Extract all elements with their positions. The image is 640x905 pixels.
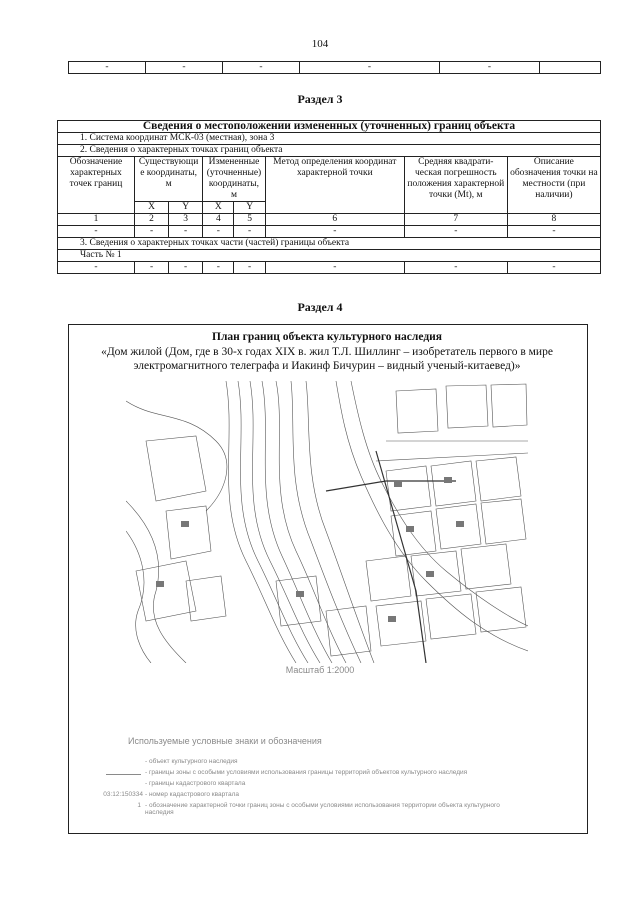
legend-item [80,791,580,802]
header-changed-coords: Измененные (уточненные) координаты, м [203,157,266,202]
table-row [58,214,601,226]
table-cell: - [507,262,600,274]
section-3-heading: Раздел 3 [297,92,343,106]
header-method: Метод определения координат характерной точки [265,157,404,214]
legend-item [80,802,580,816]
header-point-designation: Обозначение характерных точек границ [58,157,135,214]
legend-text: - номер кадастрового квартала [145,791,240,798]
legend-list [80,758,580,816]
table-cell [540,62,601,74]
column-number: 8 [507,214,600,226]
legend-symbol: 1 [137,802,141,809]
column-number: 7 [404,214,507,226]
table-title: Сведения о местоположении измененных (уточненных) границ объекта [58,121,601,133]
table-row [69,62,601,74]
column-number: 3 [169,214,203,226]
table-cell: - [58,226,135,238]
legend-item [80,769,580,780]
table-cell: - [223,62,300,74]
points-info-row: 2. Сведения о характерных точках границ объекта [58,145,601,157]
table-row [58,262,601,274]
sub-x: X [203,202,234,214]
table-cell: - [507,226,600,238]
legend-text: - обозначение характерной точки границ зоны с особыми условиями использования территории объекта культурного наследия [145,802,500,816]
legend-item [80,758,580,769]
table-cell: - [300,62,440,74]
table-cell: - [169,226,203,238]
table-cell: - [234,262,265,274]
table-cell: - [146,62,223,74]
table-cell: - [135,262,169,274]
column-number: 5 [234,214,265,226]
column-number: 4 [203,214,234,226]
boundary-points-table [57,120,601,274]
page-number: 104 [311,38,329,50]
legend-text: - границы зоны с особыми условиями использования границы территорий объектов культурного наследия [145,769,468,776]
plan-subtitle: «Дом жилой (Дом, где в 30-х годах XIX в. жил Т.Л. Шиллинг – изобретатель первого в мире электромагнитного телеграфа и Иакинф Бичурин – видный ученый-китаевед)» [101,346,553,372]
header-accuracy: Средняя квадрати-ческая погрешность положения характерной точки (Mt), м [404,157,507,214]
table-cell: - [404,226,507,238]
column-number: 1 [58,214,135,226]
legend-text: - границы кадастрового квартала [145,780,246,787]
table-cell: - [234,226,265,238]
legend-symbol [80,780,145,791]
header-existing-coords: Существующи е координаты, м [135,157,203,202]
zone-line-icon [106,774,141,775]
table-row [58,226,601,238]
legend-symbol [80,769,145,780]
column-number: 6 [265,214,404,226]
table-cell: - [69,62,146,74]
sub-x: X [135,202,169,214]
table-cell: - [169,262,203,274]
legend-symbol [80,758,145,769]
table-cell: - [404,262,507,274]
table-cell: - [265,226,404,238]
column-number: 2 [135,214,169,226]
table-cell: - [440,62,540,74]
legend-item [80,780,580,791]
legend-text: - объект культурного наследия [145,758,238,765]
table-cell: - [265,262,404,274]
table-cell: - [203,262,234,274]
cadastral-map [126,381,528,663]
table-cell: - [203,226,234,238]
legend-title: Используемые условные знаки и обозначения [128,736,322,746]
sub-y: Y [169,202,203,214]
header-description: Описание обозначения точки на местности (при наличии) [507,157,600,214]
part-label-row: Часть № 1 [58,250,601,262]
top-table [68,61,601,74]
table-cell: - [58,262,135,274]
section-4-heading: Раздел 4 [297,300,343,314]
table-cell: - [135,226,169,238]
legend-symbol: 03:12:150334 [103,791,143,798]
map-scale: Масштаб 1:2000 [285,665,355,675]
plan-title: План границ объекта культурного наследия [212,331,442,343]
coordinate-system-row: 1. Система координат МСК-03 (местная), зона 3 [58,133,601,145]
part-info-row: 3. Сведения о характерных точках части (частей) границы объекта [58,238,601,250]
sub-y: Y [234,202,265,214]
